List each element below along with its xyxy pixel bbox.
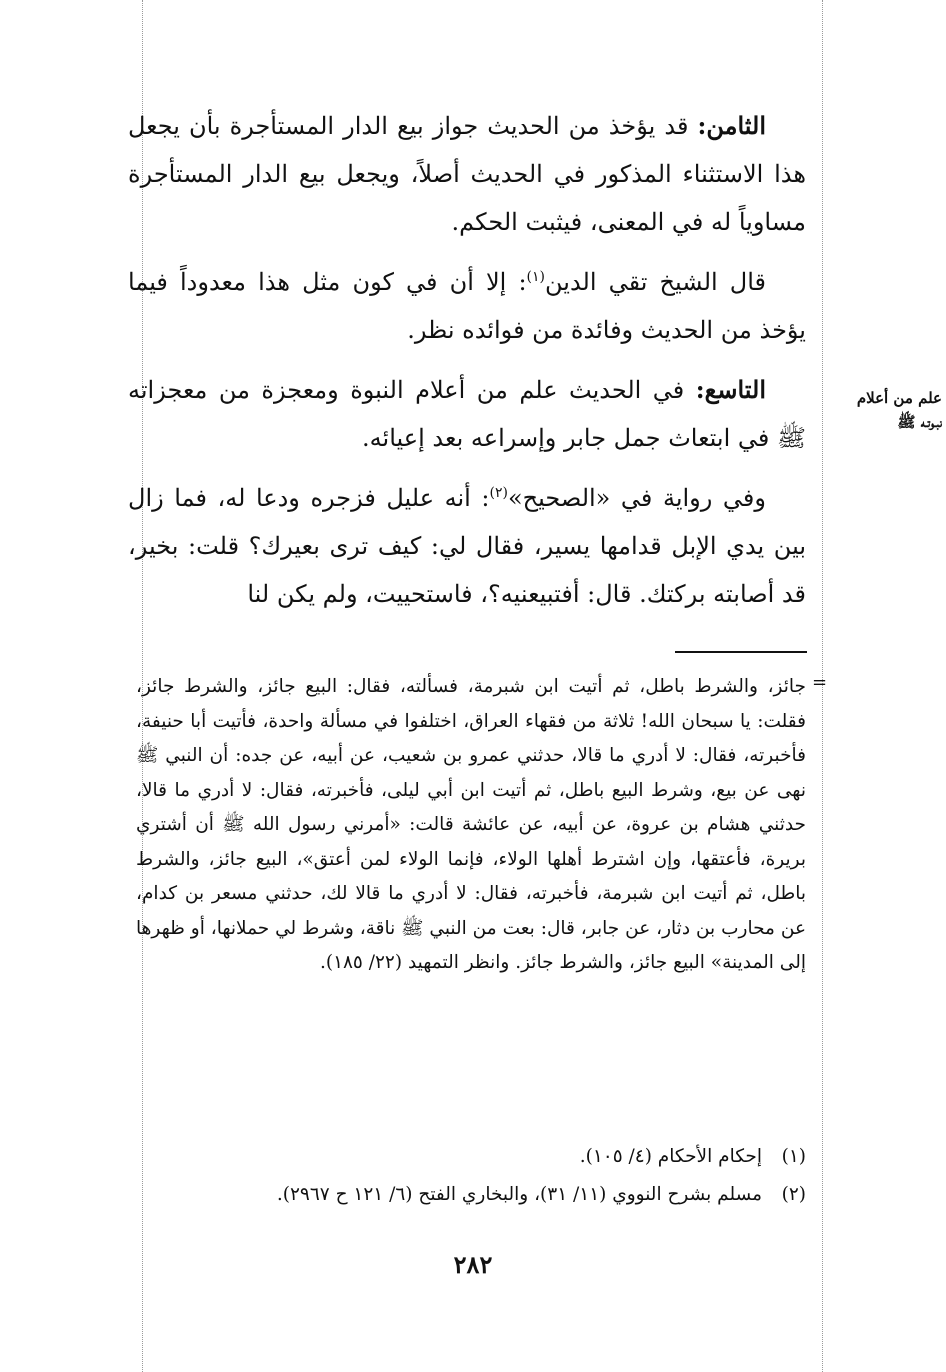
paragraph-ninth — [128, 366, 806, 462]
paragraph-body: : أنه عليل فزجره ودعا له، فما زال بين يدي الإبل قدامها يسير، فقال لي: كيف ترى بعيرك؟ قلت: بخير، قد أصابته بركتك. قال: أفتبيعنيه؟، فاستحييت، ولم يكن لنا — [128, 484, 806, 608]
footnote-item — [136, 1176, 806, 1214]
paragraph-body: وفي رواية في «الصحيح» — [507, 484, 766, 512]
paragraph-lead: التاسع: — [695, 375, 766, 404]
margin-note-line: نبـوتـه ﷺ — [897, 413, 942, 431]
paragraph-eighth — [128, 102, 806, 246]
footnote-item — [136, 1138, 806, 1176]
footnote-number: (١) — [781, 1146, 806, 1167]
footnote-ref-2[interactable]: (٢) — [489, 485, 508, 501]
paragraph-sahih-narration — [128, 474, 806, 618]
margin-note-line: علم من أعلام — [856, 389, 942, 407]
footnote-separator — [675, 651, 807, 653]
footnote-list — [136, 1138, 806, 1214]
footnote-continuation: جائز، والشرط باطل، ثم أتيت ابن شبرمة، فسألته، فقال: البيع جائز، والشرط جائز، فقلت: يا سبحان الله! ثلاثة من فقهاء العراق، اختلفوا في مسألة واحدة، فأتيت أبا حنيفة، فأخبرته، فقال: لا أدري ما قالا، حدثني عمرو بن شعيب، عن أبيه، عن جده: أن النبي ﷺ نهى عن بيع، وشرط البيع باطل، ثم أتيت ابن أبي ليلى، فأخبرته، فقال: لا أدري ما قالا، حدثني هشام بن عروة، عن أبيه، عن عائشة قالت: «أمرني رسول الله ﷺ أن أشتري بريرة، فأعتقها، وإن اشترط أهلها الولاء، فإنما الولاء لمن أعتق»، البيع جائز، والشرط باطل، ثم أتيت ابن شبرمة، فأخبرته، فقال: لا أدري ما قالا لك، حدثني مسعر بن كدام، عن محارب بن دثار، عن جابر، قال: بعت من النبي ﷺ ناقة، وشرط لي حملانها، أو ظهرها إلى المدينة» البيع جائز، والشرط جائز. وانظر التمهيد (٢٢/ ١٨٥). — [136, 676, 806, 973]
footnote-text: مسلم بشرح النووي (١١/ ٣١)، والبخاري الفتح (٦/ ١٢١ ح ٢٩٦٧). — [276, 1184, 762, 1205]
footnote-ref-1[interactable]: (١) — [526, 269, 545, 285]
main-text — [128, 102, 806, 630]
paragraph-body: : إلا أن في كون مثل هذا معدوداً فيما يؤخذ من الحديث وفائدة من فوائده نظر. — [128, 268, 806, 344]
paragraph-body: في الحديث علم من أعلام النبوة ومعجزة من معجزاته ﷺ في ابتعاث جمل جابر وإسراعه بعد إعيائه. — [128, 376, 806, 452]
paragraph-quote-taqi-al-din — [128, 258, 806, 354]
paragraph-lead: الثامن: — [697, 111, 766, 140]
footnote-continuation-mark: = — [812, 672, 828, 693]
page-number: ٢٨٢ — [453, 1250, 493, 1279]
margin-note — [812, 386, 942, 434]
footnote-text: إحكام الأحكام (٤/ ١٠٥). — [579, 1146, 762, 1167]
paragraph-body: قد يؤخذ من الحديث جواز بيع الدار المستأجرة بأن يجعل هذا الاستثناء المذكور في الحديث أصلاً، ويجعل بيع الدار المستأجرة مساوياً له في المعنى، فيثبت الحكم. — [128, 112, 806, 236]
paragraph-body: قال الشيخ تقي الدين — [545, 268, 766, 296]
footnote-number: (٢) — [781, 1184, 806, 1205]
